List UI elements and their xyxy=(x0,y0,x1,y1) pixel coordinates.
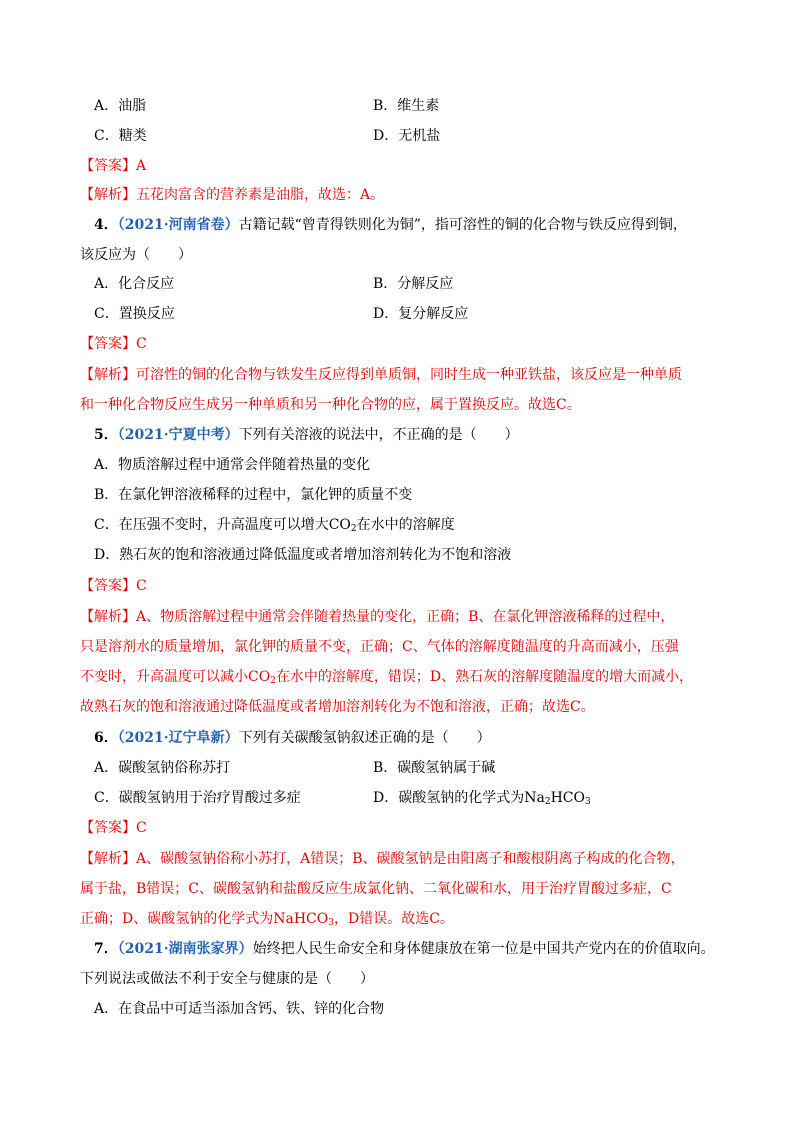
q4-stem xyxy=(94,216,687,234)
subscript: 3 xyxy=(328,918,334,928)
question-stem-text: 下列有关溶液的说法中，不正确的是（ ） xyxy=(238,427,519,443)
answer-label: 【答案】 xyxy=(80,336,136,352)
answer-label: 【答案】 xyxy=(80,578,136,594)
q6-stem xyxy=(94,729,491,747)
q7-stem xyxy=(94,940,715,958)
q3-option-d: D．无机盐 xyxy=(373,128,441,144)
answer-value: A xyxy=(136,158,147,174)
q5-option-c xyxy=(94,516,455,534)
q4-answer xyxy=(80,335,147,353)
question-stem-text: 始终把人民生命安全和身体健康放在第一位是中国共产党内在的价值取向。 xyxy=(252,941,715,957)
q3-option-a: A．油脂 xyxy=(94,98,147,114)
answer-label: 【答案】 xyxy=(80,158,136,174)
q4-option-b: B．分解反应 xyxy=(373,276,454,292)
q5-analysis xyxy=(80,608,674,626)
q5-option-a: A．物质溶解过程中通常会伴随着热量的变化 xyxy=(94,457,371,473)
analysis-text: 五花肉富含的营养素是油脂，故选：A。 xyxy=(136,187,385,203)
q5-analysis-line4: 故熟石灰的饱和溶液通过降低温度或者增加溶剂转化为不饱和溶液，正确；故选C。 xyxy=(80,699,595,715)
question-stem-text: 古籍记载“曾青得铁则化为铜”，指可溶性的铜的化合物与铁反应得到铜， xyxy=(238,217,687,233)
answer-value: C xyxy=(136,578,147,594)
question-source: （2021·河南省卷） xyxy=(117,217,239,233)
q3-answer xyxy=(80,157,146,175)
q7-stem-line2: 下列说法或做法不利于安全与健康的是（ ） xyxy=(80,971,374,987)
q5-answer xyxy=(80,577,147,595)
question-number: 4． xyxy=(94,217,118,233)
option-text: HCO xyxy=(550,790,585,806)
analysis-text: ，D错误。故选C。 xyxy=(333,911,454,927)
q6-option-b: B．碳酸氢钠属于碱 xyxy=(373,760,496,776)
q6-option-c: C．碳酸氢钠用于治疗胃酸过多症 xyxy=(94,790,301,806)
q6-analysis-line2: 属于盐，B错误；C、碳酸氢钠和盐酸反应生成氯化钠、二氧化碳和水，用于治疗胃酸过多症，C xyxy=(80,881,672,897)
question-number: 6． xyxy=(94,730,118,746)
q4-option-a: A．化合反应 xyxy=(94,276,175,292)
answer-value: C xyxy=(136,820,147,836)
analysis-label: 【解析】 xyxy=(80,851,136,867)
q5-option-b: B．在氯化钾溶液稀释的过程中，氯化钾的质量不变 xyxy=(94,487,413,503)
q7-option-a: A．在食品中可适当添加含钙、铁、锌的化合物 xyxy=(94,1001,385,1017)
q5-stem xyxy=(94,426,519,444)
subscript: 3 xyxy=(584,797,591,807)
q6-analysis xyxy=(80,850,685,868)
analysis-label: 【解析】 xyxy=(80,187,136,203)
question-number: 5． xyxy=(94,427,118,443)
question-number: 7． xyxy=(94,941,118,957)
analysis-label: 【解析】 xyxy=(80,367,136,383)
analysis-text: 正确；D、碳酸氢钠的化学式为NaHCO xyxy=(80,911,329,927)
subscript: 2 xyxy=(350,524,357,534)
q3-option-c: C．糖类 xyxy=(94,128,147,144)
subscript: 2 xyxy=(544,797,551,807)
analysis-text: 可溶性的铜的化合物与铁发生反应得到单质铜，同时生成一种亚铁盐，该反应是一种单质 xyxy=(136,367,682,383)
q5-analysis-line2: 只是溶剂水的质量增加，氯化钾的质量不变，正确；C、气体的溶解度随温度的升高而减小，压强 xyxy=(80,639,679,655)
question-stem-text: 下列有关碳酸氢钠叙述正确的是（ ） xyxy=(238,730,491,746)
q6-option-a: A．碳酸氢钠俗称苏打 xyxy=(94,760,231,776)
q6-analysis-line3 xyxy=(80,910,454,928)
analysis-text: 在水中的溶解度，错误；D、熟石灰的溶解度随温度的增大而减小， xyxy=(275,669,694,685)
analysis-text: A、物质溶解过程中通常会伴随着热量的变化，正确；B、在氯化钾溶液稀释的过程中， xyxy=(136,609,675,625)
question-source: （2021·辽宁阜新） xyxy=(117,730,239,746)
subscript: 2 xyxy=(270,676,276,686)
q4-analysis xyxy=(80,366,682,384)
question-source: （2021·宁夏中考） xyxy=(117,427,239,443)
q4-option-d: D．复分解反应 xyxy=(373,306,469,322)
q5-analysis-line3 xyxy=(80,668,693,686)
answer-value: C xyxy=(136,336,147,352)
option-text: 在水中的溶解度 xyxy=(356,517,455,533)
question-source: （2021·湖南张家界） xyxy=(117,941,253,957)
q5-option-d: D．熟石灰的饱和溶液通过降低温度或者增加溶剂转化为不饱和溶液 xyxy=(94,547,512,563)
answer-label: 【答案】 xyxy=(80,820,136,836)
analysis-text: 不变时，升高温度可以减小CO xyxy=(80,669,271,685)
option-text: D．碳酸氢钠的化学式为Na xyxy=(373,790,545,806)
q4-stem-line2: 该反应为（ ） xyxy=(80,247,192,263)
option-text: C．在压强不变时，升高温度可以增大CO xyxy=(94,517,351,533)
analysis-text: A、碳酸氢钠俗称小苏打，A错误；B、碳酸氢钠是由阳离子和酸根阴离子构成的化合物， xyxy=(136,851,685,867)
q3-option-b: B．维生素 xyxy=(373,98,440,114)
q6-option-d xyxy=(373,789,591,807)
q6-answer xyxy=(80,819,147,837)
q4-analysis-line2: 和一种化合物反应生成另一种单质和另一种化合物的应，属于置换反应。故选C。 xyxy=(80,397,581,413)
q4-option-c: C．置换反应 xyxy=(94,306,175,322)
analysis-label: 【解析】 xyxy=(80,609,136,625)
q3-analysis xyxy=(80,186,384,204)
